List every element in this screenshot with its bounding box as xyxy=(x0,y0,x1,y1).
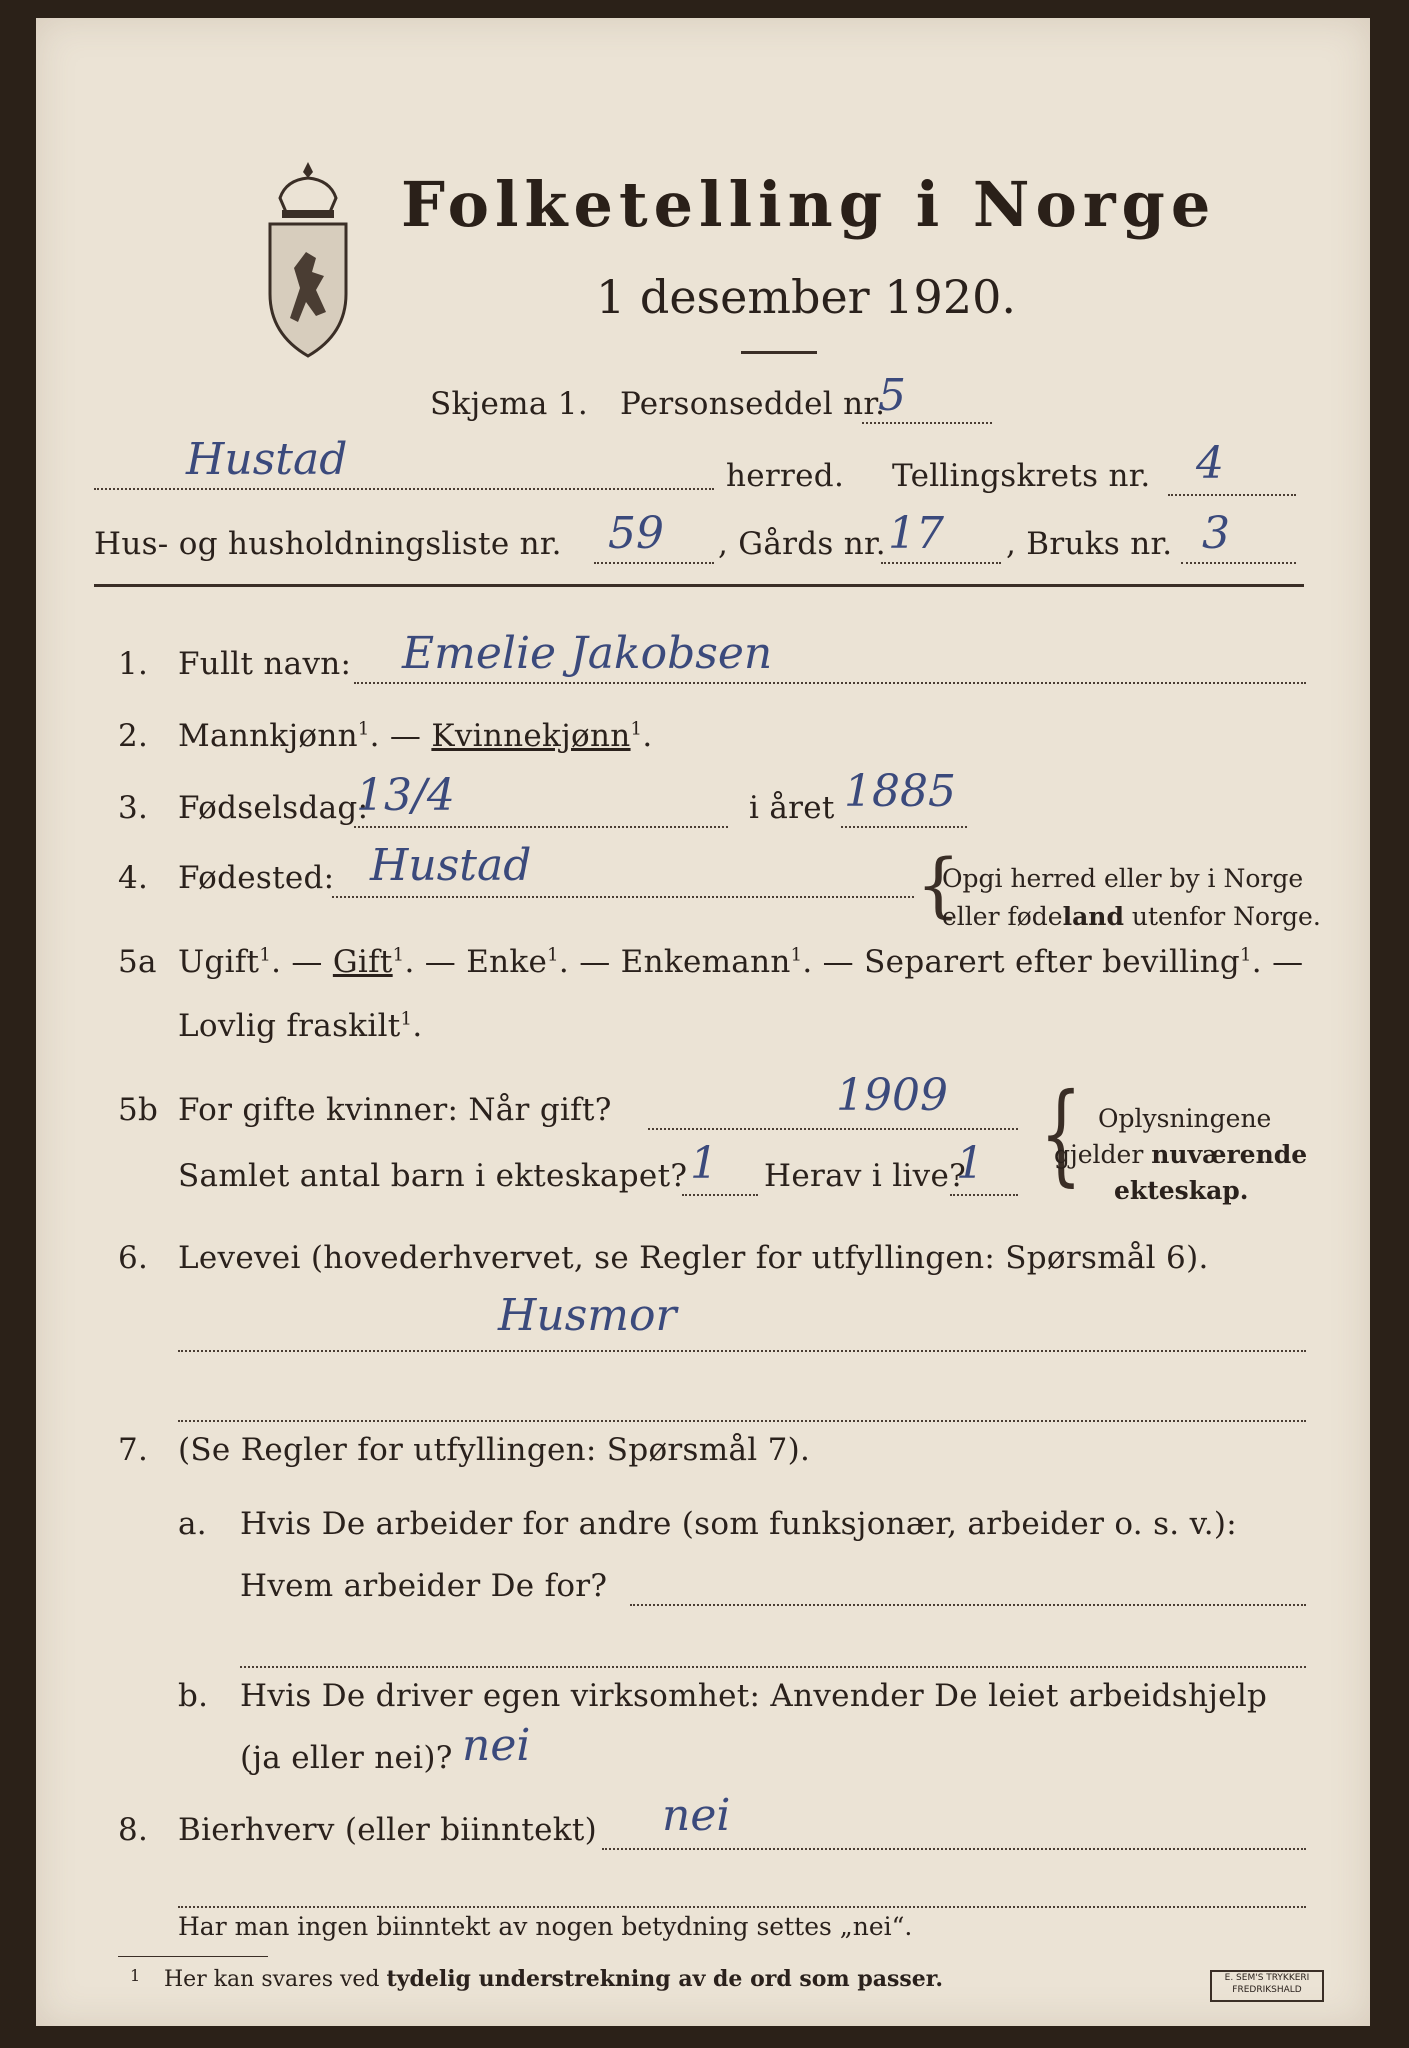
bruks-label: , Bruks nr. xyxy=(1006,526,1173,562)
q7-label: (Se Regler for utfyllingen: Spørsmål 7). xyxy=(178,1432,811,1468)
q5b-line xyxy=(648,1128,1018,1130)
barn-value: 1 xyxy=(690,1138,718,1189)
option-separert: Separert efter bevilling xyxy=(864,944,1241,980)
birth-year-value: 1885 xyxy=(844,766,956,817)
herred-label: herred. xyxy=(726,458,845,494)
q3-day-line xyxy=(354,826,728,828)
q8-number: 8. xyxy=(118,1812,149,1848)
herred-value: Hustad xyxy=(186,434,348,485)
q1-label: Fullt navn: xyxy=(178,646,352,682)
barn-label: Samlet antal barn i ekteskapet? xyxy=(178,1158,688,1194)
q4-number: 4. xyxy=(118,860,149,896)
q7a-line1: Hvis De arbeider for andre (som funksjonær, arbeider o. s. v.): xyxy=(240,1506,1238,1542)
q1-line xyxy=(354,682,1306,684)
option-mannkjonn: Mannkjønn xyxy=(178,718,358,754)
husliste-line xyxy=(594,562,714,564)
bruks-value: 3 xyxy=(1202,508,1230,559)
q4-label: Fødested: xyxy=(178,860,335,896)
full-name-value: Emelie Jakobsen xyxy=(402,628,773,679)
husliste-label: Hus- og husholdningsliste nr. xyxy=(94,526,562,562)
tellingskrets-value: 4 xyxy=(1196,438,1224,489)
herred-line xyxy=(94,488,714,490)
option-kvinnekjonn: Kvinnekjønn xyxy=(431,718,631,754)
q7a-answer-line-2 xyxy=(240,1666,1306,1668)
skjema-label: Skjema 1. xyxy=(430,386,588,422)
footnote-text: Her kan svares ved tydelig understrekning av de ord som passer. xyxy=(164,1966,944,1992)
q4-note-line2: eller fødeland utenfor Norge. xyxy=(942,902,1321,931)
q7b-number: b. xyxy=(178,1678,209,1714)
q6-number: 6. xyxy=(118,1240,149,1276)
tellingskrets-label: Tellingskrets nr. xyxy=(892,458,1151,494)
hired-help-value: nei xyxy=(462,1720,531,1771)
footnote-rule xyxy=(118,1956,268,1957)
live-value: 1 xyxy=(956,1138,984,1189)
live-label: Herav i live? xyxy=(764,1158,967,1194)
title-divider xyxy=(741,351,817,354)
q8-note: Har man ingen biinntekt av nogen betydning settes „nei“. xyxy=(178,1912,913,1941)
q7-number: 7. xyxy=(118,1432,149,1468)
header-separator xyxy=(94,584,1304,587)
tellingskrets-line xyxy=(1168,494,1296,496)
barn-line xyxy=(682,1194,758,1196)
live-line xyxy=(950,1194,1018,1196)
q6-line-2 xyxy=(178,1420,1306,1422)
bruks-line xyxy=(1181,562,1296,564)
q5b-note-line3: ekteskap. xyxy=(1114,1176,1249,1205)
side-income-value: nei xyxy=(662,1790,731,1841)
q1-number: 1. xyxy=(118,646,149,682)
option-gift: Gift xyxy=(332,944,393,980)
personseddel-label: Personseddel nr. xyxy=(620,386,886,422)
census-date: 1 desember 1920. xyxy=(596,270,1016,324)
q4-note-line1: Opgi herred eller by i Norge xyxy=(942,864,1304,893)
option-enke: Enke xyxy=(466,944,548,980)
q5b-note-line2: gjelder nuværende xyxy=(1054,1140,1308,1169)
married-year-value: 1909 xyxy=(836,1070,948,1121)
q3-year-label: i året xyxy=(749,790,835,826)
q4-line xyxy=(332,896,914,898)
coat-of-arms-icon xyxy=(258,158,358,363)
q7a-line2: Hvem arbeider De for? xyxy=(240,1568,608,1604)
printer-stamp: E. SEM'S TRYKKERI FREDRIKSHALD xyxy=(1210,1970,1324,2002)
q3-label: Fødselsdag: xyxy=(178,790,369,826)
q3-year-line xyxy=(841,826,967,828)
q8-label: Bierhverv (eller biinntekt) xyxy=(178,1812,598,1848)
birthplace-value: Hustad xyxy=(370,840,532,891)
q5b-number: 5b xyxy=(118,1092,159,1128)
q6-label: Levevei (hovederhvervet, se Regler for utfyllingen: Spørsmål 6). xyxy=(178,1240,1209,1276)
q7b-line1: Hvis De driver egen virksomhet: Anvender De leiet arbeidshjelp xyxy=(240,1678,1268,1714)
q3-number: 3. xyxy=(118,790,149,826)
census-form: Folketelling i Norge 1 desember 1920. Skjema 1. Personseddel nr. 5 Hustad herred. Tellingskrets nr. 4 Hus- og husholdningsliste nr. 59 , Gårds nr. 17 , Bruks nr. 3 1. Fullt navn: Emelie Jakobsen 2. Mannkjønn$^1$. — Kvinnekjønn$^1$. 3. Fødselsdag: 13/4 i året 1885 4. Fødested: Hustad { Opgi herred eller by i Norge eller fødeland utenfor Norge. 5a Ugift$^1$. — Gift$^1$. — Enke$^1$. — Enkemann$^1$. — Separert efter bevilling$^1$. — Lovlig fraskilt$^1$. 5b For gifte kvinner: Når gift? 1909 Samlet antal barn i ekteskapet? 1 Herav i live? 1 { Oplysningene gjelder nuværende ekteskap. 6. Levevei (hovederhvervet, se Regler for utfyllingen: Spørsmål 6). Husmor 7. (Se Regler for utfyllingen: Spørsmål 7). a. Hvis De arbeider for andre (som funksjonær, arbeider o. s. v.): Hvem arbeider De for? b. Hvis De driver egen virksomhet: Anvender De leiet arbeidshjelp (ja eller nei)? nei 8. Bierhverv (eller biinntekt) nei Har man ingen biinntekt av nogen betydning settes „nei“. 1 Her kan svares ved tydelig understrekning av de ord som passer. E. SEM'S TRYKKERI FREDRIKSHALD xyxy=(36,18,1370,2026)
q7a-answer-line-1 xyxy=(630,1604,1306,1606)
q5a-options: Ugift$^1$. — Gift$^1$. — Enke$^1$. — Enkemann$^1$. — Separert efter bevilling$^1$. — xyxy=(178,944,1304,980)
occupation-value: Husmor xyxy=(498,1290,677,1341)
q7a-number: a. xyxy=(178,1506,207,1542)
option-fraskilt: Lovlig fraskilt$^1$. xyxy=(178,1008,423,1044)
option-enkemann: Enkemann xyxy=(620,944,791,980)
husliste-value: 59 xyxy=(608,508,664,559)
option-ugift: Ugift xyxy=(178,944,260,980)
q2-number: 2. xyxy=(118,718,149,754)
q5b-label: For gifte kvinner: Når gift? xyxy=(178,1092,612,1128)
birth-day-value: 13/4 xyxy=(356,770,455,821)
footnote-mark: 1 xyxy=(130,1966,141,1985)
gards-label: , Gårds nr. xyxy=(718,526,886,562)
form-title: Folketelling i Norge xyxy=(401,168,1217,241)
q8-line-2 xyxy=(178,1906,1306,1908)
gards-value: 17 xyxy=(888,508,944,559)
q7b-line2: (ja eller nei)? xyxy=(240,1740,453,1776)
q6-line-1 xyxy=(178,1350,1306,1352)
personseddel-value: 5 xyxy=(878,370,906,421)
q8-line-1 xyxy=(602,1848,1306,1850)
personseddel-line xyxy=(862,422,992,424)
q2-options: Mannkjønn$^1$. — Kvinnekjønn$^1$. xyxy=(178,718,653,754)
gards-line xyxy=(881,562,1001,564)
q5a-number: 5a xyxy=(118,944,157,980)
q5b-note-line1: Oplysningene xyxy=(1098,1104,1272,1133)
